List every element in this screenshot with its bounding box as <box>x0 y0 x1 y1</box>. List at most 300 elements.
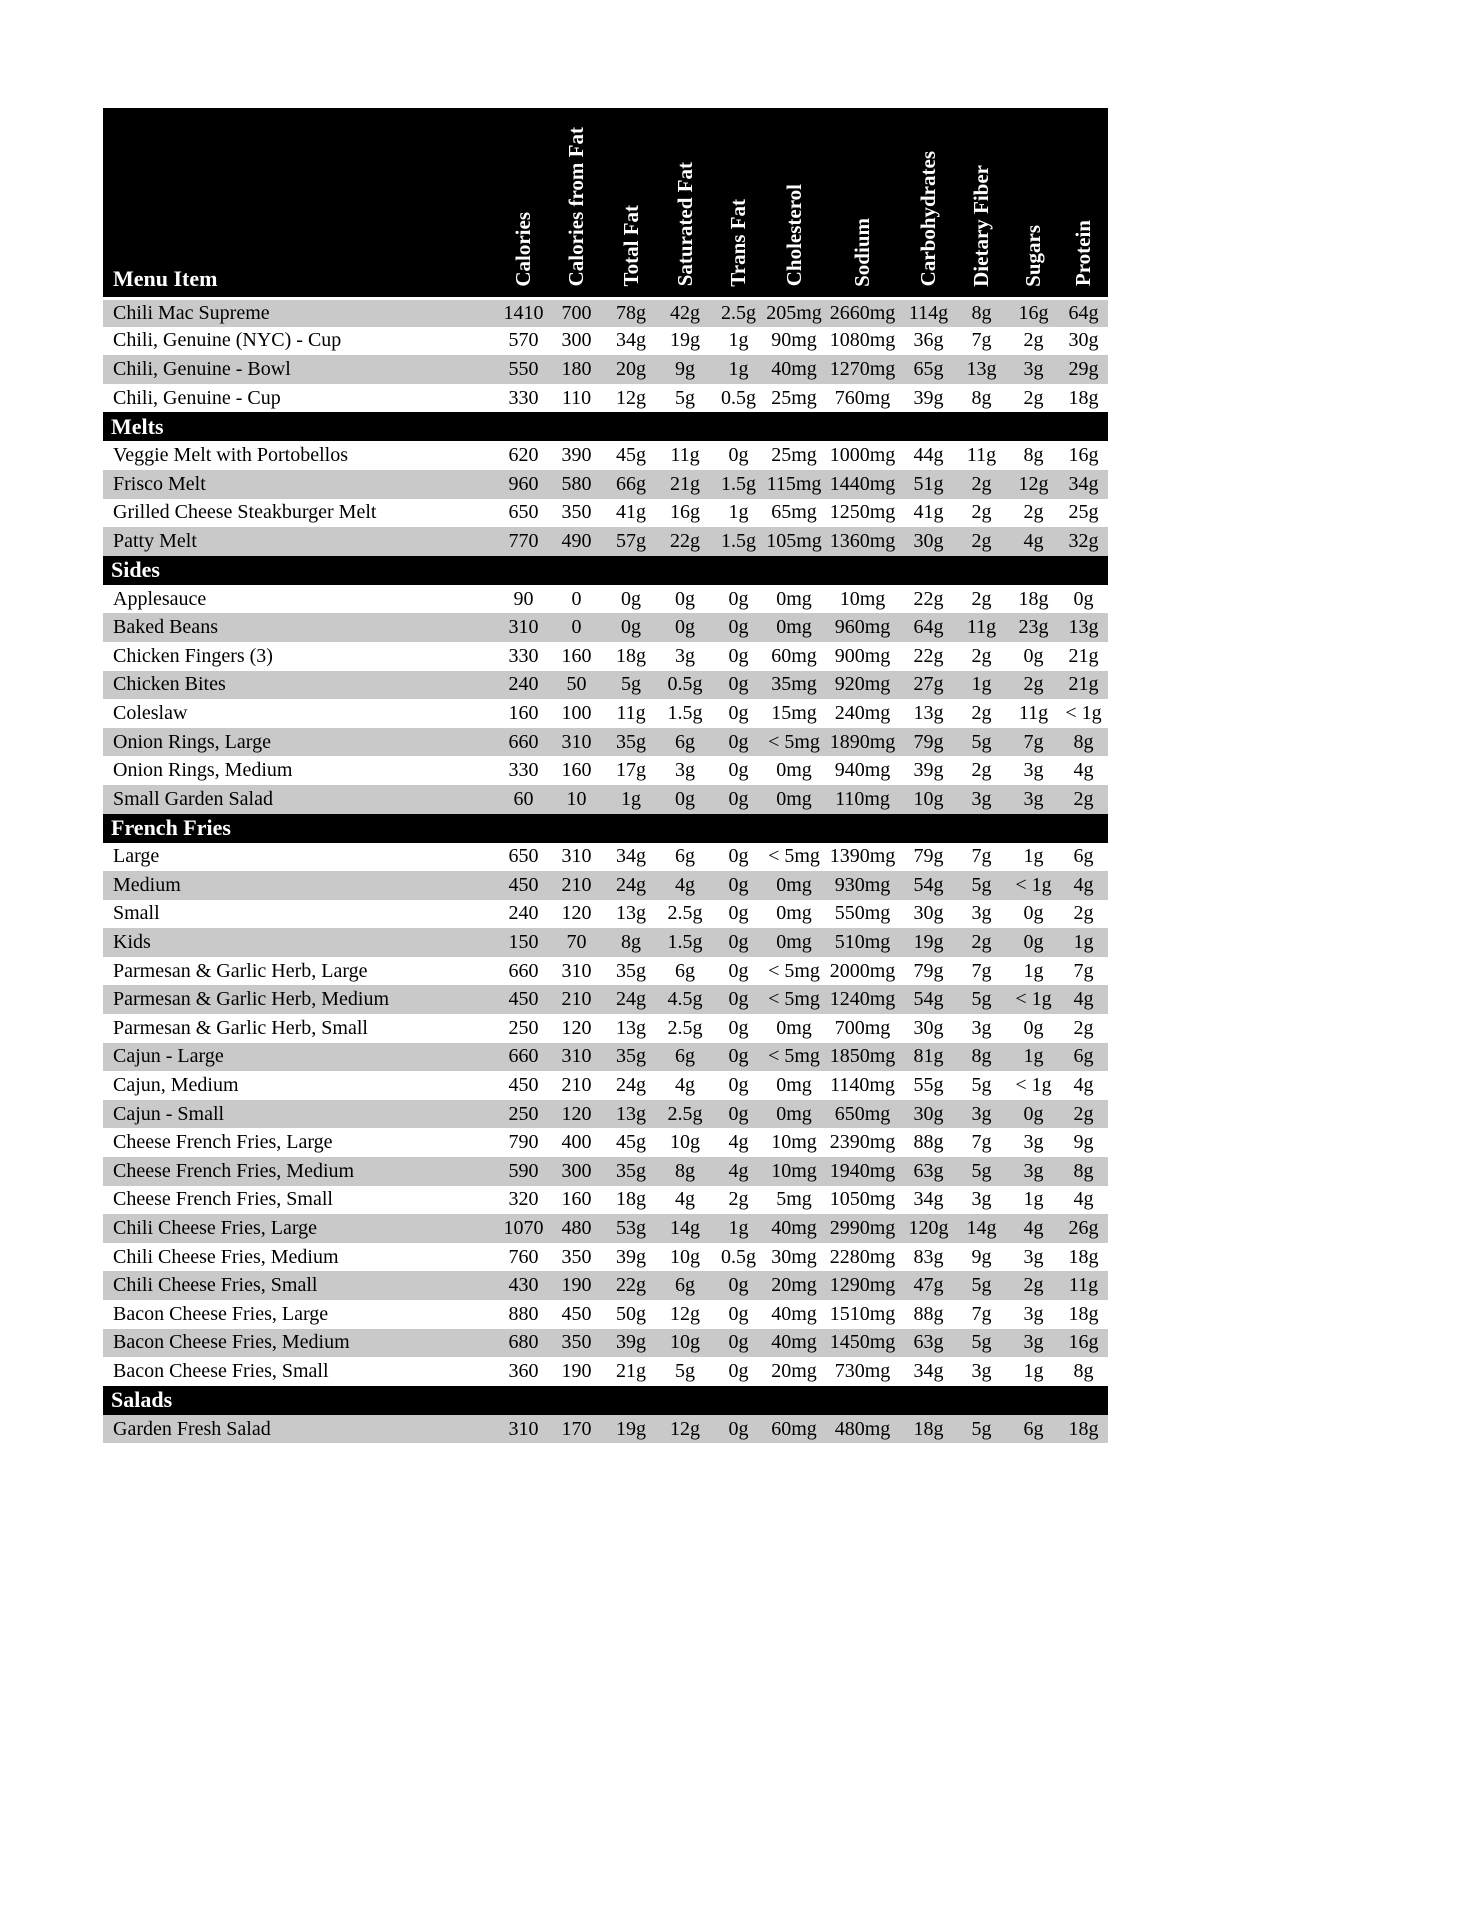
value-cell: 120 <box>549 1100 604 1129</box>
table-row <box>103 1186 1108 1215</box>
value-cell: 0g <box>1008 1014 1059 1043</box>
value-cell: 1.5g <box>658 699 712 728</box>
value-cell: < 1g <box>1008 871 1059 900</box>
value-cell: 2g <box>1059 900 1108 929</box>
value-cell: 1.5g <box>658 928 712 957</box>
value-cell: 7g <box>955 327 1008 356</box>
value-cell: 26g <box>1059 1214 1108 1243</box>
value-cell: 5g <box>955 871 1008 900</box>
menu-item-cell: Chili, Genuine - Cup <box>103 384 498 413</box>
menu-item-cell: Chili, Genuine (NYC) - Cup <box>103 327 498 356</box>
value-cell: 90 <box>498 585 549 614</box>
value-cell: 2280mg <box>823 1243 902 1272</box>
value-cell: 240 <box>498 671 549 700</box>
value-cell: 18g <box>1059 1243 1108 1272</box>
column-header-saturated-fat <box>658 108 712 298</box>
value-cell: 150 <box>498 928 549 957</box>
value-cell: 1g <box>712 327 765 356</box>
table-row <box>103 499 1108 528</box>
value-cell: 120 <box>549 1014 604 1043</box>
value-cell: 0mg <box>765 785 823 814</box>
value-cell: 5g <box>955 1415 1008 1444</box>
value-cell: 310 <box>498 613 549 642</box>
value-cell: 90mg <box>765 327 823 356</box>
menu-item-cell: Veggie Melt with Portobellos <box>103 441 498 470</box>
value-cell: 1g <box>1008 1043 1059 1072</box>
value-cell: 0mg <box>765 1071 823 1100</box>
value-cell: 35g <box>604 957 658 986</box>
value-cell: 3g <box>955 785 1008 814</box>
value-cell: 51g <box>902 470 955 499</box>
value-cell: 0g <box>658 785 712 814</box>
value-cell: 5g <box>955 1329 1008 1358</box>
column-header-label: Dietary Fiber <box>969 164 993 287</box>
table-row <box>103 843 1108 872</box>
column-header-label: Total Fat <box>618 205 643 287</box>
value-cell: 2990mg <box>823 1214 902 1243</box>
value-cell: 5g <box>955 1071 1008 1100</box>
value-cell: 10 <box>549 785 604 814</box>
value-cell: 310 <box>549 728 604 757</box>
value-cell: 3g <box>955 1357 1008 1386</box>
table-row <box>103 871 1108 900</box>
value-cell: 0g <box>1008 642 1059 671</box>
value-cell: 760mg <box>823 384 902 413</box>
value-cell: 13g <box>955 355 1008 384</box>
table-row <box>103 1043 1108 1072</box>
value-cell: 960mg <box>823 613 902 642</box>
value-cell: 1g <box>712 1214 765 1243</box>
table-row <box>103 699 1108 728</box>
column-header-sugars <box>1008 108 1059 298</box>
value-cell: 2.5g <box>658 1014 712 1043</box>
value-cell: 1g <box>1008 1186 1059 1215</box>
value-cell: 180 <box>549 355 604 384</box>
table-row <box>103 1128 1108 1157</box>
menu-item-cell: Large <box>103 843 498 872</box>
value-cell: 205mg <box>765 298 823 327</box>
value-cell: 1940mg <box>823 1157 902 1186</box>
menu-item-cell: Chicken Bites <box>103 671 498 700</box>
value-cell: 39g <box>902 384 955 413</box>
value-cell: 0g <box>712 900 765 929</box>
value-cell: 70 <box>549 928 604 957</box>
value-cell: 18g <box>902 1415 955 1444</box>
column-header-calories <box>498 108 549 298</box>
value-cell: 18g <box>604 642 658 671</box>
value-cell: 21g <box>604 1357 658 1386</box>
value-cell: 320 <box>498 1186 549 1215</box>
value-cell: 0g <box>712 985 765 1014</box>
menu-item-cell: Chicken Fingers (3) <box>103 642 498 671</box>
value-cell: 66g <box>604 470 658 499</box>
value-cell: 34g <box>902 1186 955 1215</box>
value-cell: 25mg <box>765 384 823 413</box>
value-cell: 1080mg <box>823 327 902 356</box>
value-cell: 50 <box>549 671 604 700</box>
value-cell: 24g <box>604 1071 658 1100</box>
value-cell: 2g <box>1008 1271 1059 1300</box>
value-cell: 18g <box>1059 384 1108 413</box>
menu-item-cell: Parmesan & Garlic Herb, Small <box>103 1014 498 1043</box>
value-cell: 41g <box>902 499 955 528</box>
value-cell: 760 <box>498 1243 549 1272</box>
table-row <box>103 642 1108 671</box>
value-cell: 3g <box>1008 756 1059 785</box>
value-cell: 1240mg <box>823 985 902 1014</box>
value-cell: 4g <box>658 1071 712 1100</box>
value-cell: 880 <box>498 1300 549 1329</box>
value-cell: 8g <box>955 1043 1008 1072</box>
value-cell: 0g <box>712 871 765 900</box>
value-cell: 580 <box>549 470 604 499</box>
value-cell: 550 <box>498 355 549 384</box>
value-cell: 620 <box>498 441 549 470</box>
column-header-label: Sodium <box>850 217 874 287</box>
value-cell: 42g <box>658 298 712 327</box>
value-cell: 1g <box>955 671 1008 700</box>
nutrition-table-wrap <box>103 108 1108 1443</box>
value-cell: 0 <box>549 613 604 642</box>
value-cell: 3g <box>1008 355 1059 384</box>
value-cell: 30g <box>902 1100 955 1129</box>
value-cell: 250 <box>498 1014 549 1043</box>
value-cell: 0.5g <box>712 1243 765 1272</box>
table-row <box>103 613 1108 642</box>
value-cell: 0g <box>712 1014 765 1043</box>
value-cell: 83g <box>902 1243 955 1272</box>
value-cell: 65mg <box>765 499 823 528</box>
value-cell: 0g <box>712 1329 765 1358</box>
value-cell: 4g <box>1059 1071 1108 1100</box>
menu-item-cell: Garden Fresh Salad <box>103 1415 498 1444</box>
value-cell: 6g <box>658 728 712 757</box>
value-cell: 110 <box>549 384 604 413</box>
value-cell: 6g <box>658 1271 712 1300</box>
value-cell: 11g <box>955 441 1008 470</box>
value-cell: 2g <box>955 585 1008 614</box>
value-cell: 2g <box>1059 785 1108 814</box>
value-cell: 30g <box>1059 327 1108 356</box>
value-cell: 9g <box>1059 1128 1108 1157</box>
value-cell: 120g <box>902 1214 955 1243</box>
value-cell: 730mg <box>823 1357 902 1386</box>
value-cell: 24g <box>604 871 658 900</box>
value-cell: 11g <box>1008 699 1059 728</box>
value-cell: 10g <box>902 785 955 814</box>
value-cell: 88g <box>902 1300 955 1329</box>
table-row <box>103 1357 1108 1386</box>
menu-item-cell: Chili Mac Supreme <box>103 298 498 327</box>
value-cell: 490 <box>549 527 604 556</box>
value-cell: 6g <box>658 957 712 986</box>
value-cell: 0g <box>712 957 765 986</box>
value-cell: 7g <box>1008 728 1059 757</box>
value-cell: 10g <box>658 1329 712 1358</box>
value-cell: 16g <box>1059 441 1108 470</box>
value-cell: 2g <box>1008 327 1059 356</box>
value-cell: 6g <box>658 1043 712 1072</box>
value-cell: 5g <box>955 1157 1008 1186</box>
value-cell: 23g <box>1008 613 1059 642</box>
value-cell: 1510mg <box>823 1300 902 1329</box>
table-row <box>103 1300 1108 1329</box>
value-cell: 0g <box>712 1357 765 1386</box>
value-cell: 310 <box>549 843 604 872</box>
table-row <box>103 1157 1108 1186</box>
value-cell: 9g <box>658 355 712 384</box>
value-cell: 19g <box>604 1415 658 1444</box>
menu-item-cell: Medium <box>103 871 498 900</box>
value-cell: 10mg <box>823 585 902 614</box>
header-row <box>103 108 1108 298</box>
table-row <box>103 1329 1108 1358</box>
column-header-protein <box>1059 108 1108 298</box>
menu-item-cell: Cajun - Large <box>103 1043 498 1072</box>
value-cell: 570 <box>498 327 549 356</box>
menu-item-cell: Bacon Cheese Fries, Large <box>103 1300 498 1329</box>
value-cell: 1.5g <box>712 470 765 499</box>
value-cell: 15mg <box>765 699 823 728</box>
value-cell: 60mg <box>765 642 823 671</box>
value-cell: 4g <box>1008 1214 1059 1243</box>
value-cell: 0g <box>712 1071 765 1100</box>
table-body <box>103 298 1108 1443</box>
value-cell: 450 <box>549 1300 604 1329</box>
menu-item-cell: Onion Rings, Large <box>103 728 498 757</box>
value-cell: 0g <box>712 1043 765 1072</box>
value-cell: 480 <box>549 1214 604 1243</box>
value-cell: 8g <box>604 928 658 957</box>
value-cell: 430 <box>498 1271 549 1300</box>
value-cell: 100 <box>549 699 604 728</box>
value-cell: 1250mg <box>823 499 902 528</box>
value-cell: 930mg <box>823 871 902 900</box>
value-cell: 60mg <box>765 1415 823 1444</box>
value-cell: 310 <box>498 1415 549 1444</box>
value-cell: 310 <box>549 957 604 986</box>
section-title: Sides <box>103 556 1108 585</box>
value-cell: 25mg <box>765 441 823 470</box>
section-title: Salads <box>103 1386 1108 1415</box>
value-cell: 5mg <box>765 1186 823 1215</box>
value-cell: 8g <box>1059 728 1108 757</box>
value-cell: 1g <box>1008 1357 1059 1386</box>
value-cell: 0 <box>549 585 604 614</box>
menu-item-cell: Parmesan & Garlic Herb, Large <box>103 957 498 986</box>
value-cell: 32g <box>1059 527 1108 556</box>
value-cell: 7g <box>955 1300 1008 1329</box>
value-cell: 660 <box>498 957 549 986</box>
menu-item-cell: Coleslaw <box>103 699 498 728</box>
value-cell: 0mg <box>765 1100 823 1129</box>
value-cell: 650 <box>498 499 549 528</box>
value-cell: 2g <box>955 527 1008 556</box>
value-cell: 0g <box>1008 900 1059 929</box>
table-row <box>103 900 1108 929</box>
value-cell: 3g <box>1008 1243 1059 1272</box>
value-cell: 1000mg <box>823 441 902 470</box>
value-cell: 54g <box>902 871 955 900</box>
value-cell: 35g <box>604 728 658 757</box>
value-cell: 7g <box>955 843 1008 872</box>
nutrition-table <box>103 108 1108 1443</box>
value-cell: 1290mg <box>823 1271 902 1300</box>
menu-item-cell: Cajun - Small <box>103 1100 498 1129</box>
value-cell: 400 <box>549 1128 604 1157</box>
value-cell: 1g <box>1059 928 1108 957</box>
value-cell: 30g <box>902 527 955 556</box>
value-cell: < 5mg <box>765 1043 823 1072</box>
value-cell: 35g <box>604 1043 658 1072</box>
value-cell: 190 <box>549 1271 604 1300</box>
value-cell: 18g <box>1008 585 1059 614</box>
value-cell: 2g <box>955 642 1008 671</box>
value-cell: 8g <box>1059 1357 1108 1386</box>
value-cell: 8g <box>955 298 1008 327</box>
value-cell: 25g <box>1059 499 1108 528</box>
section-header-row <box>103 1386 1108 1415</box>
menu-item-cell: Chili Cheese Fries, Small <box>103 1271 498 1300</box>
value-cell: 0g <box>712 728 765 757</box>
menu-item-cell: Grilled Cheese Steakburger Melt <box>103 499 498 528</box>
value-cell: 4g <box>1008 527 1059 556</box>
value-cell: < 1g <box>1008 985 1059 1014</box>
value-cell: 0g <box>712 1415 765 1444</box>
value-cell: 0g <box>604 585 658 614</box>
value-cell: 7g <box>955 1128 1008 1157</box>
value-cell: 12g <box>604 384 658 413</box>
value-cell: 53g <box>604 1214 658 1243</box>
value-cell: 20g <box>604 355 658 384</box>
value-cell: 3g <box>955 1014 1008 1043</box>
value-cell: 170 <box>549 1415 604 1444</box>
value-cell: 36g <box>902 327 955 356</box>
value-cell: 17g <box>604 756 658 785</box>
table-row <box>103 327 1108 356</box>
column-header-label: Cholesterol <box>781 184 806 287</box>
value-cell: 680 <box>498 1329 549 1358</box>
value-cell: 114g <box>902 298 955 327</box>
value-cell: 0mg <box>765 928 823 957</box>
value-cell: 6g <box>658 843 712 872</box>
value-cell: 330 <box>498 642 549 671</box>
table-row <box>103 785 1108 814</box>
value-cell: 940mg <box>823 756 902 785</box>
value-cell: 78g <box>604 298 658 327</box>
value-cell: 700 <box>549 298 604 327</box>
value-cell: 63g <box>902 1329 955 1358</box>
table-row <box>103 957 1108 986</box>
value-cell: < 1g <box>1008 1071 1059 1100</box>
value-cell: 790 <box>498 1128 549 1157</box>
value-cell: 120 <box>549 900 604 929</box>
column-header-calories-from-fat <box>549 108 604 298</box>
value-cell: 0g <box>712 756 765 785</box>
value-cell: 660 <box>498 728 549 757</box>
value-cell: 54g <box>902 985 955 1014</box>
menu-item-cell: Cajun, Medium <box>103 1071 498 1100</box>
value-cell: 1g <box>1008 843 1059 872</box>
value-cell: 0g <box>712 642 765 671</box>
value-cell: 210 <box>549 1071 604 1100</box>
value-cell: 13g <box>1059 613 1108 642</box>
value-cell: 350 <box>549 499 604 528</box>
value-cell: 3g <box>1008 1300 1059 1329</box>
value-cell: 0g <box>1008 1100 1059 1129</box>
value-cell: 390 <box>549 441 604 470</box>
value-cell: 35mg <box>765 671 823 700</box>
value-cell: 0g <box>712 1300 765 1329</box>
value-cell: 13g <box>902 699 955 728</box>
value-cell: 16g <box>1059 1329 1108 1358</box>
value-cell: 3g <box>955 1186 1008 1215</box>
value-cell: 39g <box>902 756 955 785</box>
value-cell: 7g <box>955 957 1008 986</box>
value-cell: 11g <box>1059 1271 1108 1300</box>
value-cell: 2000mg <box>823 957 902 986</box>
column-header-carbohydrates <box>902 108 955 298</box>
value-cell: 650mg <box>823 1100 902 1129</box>
table-row <box>103 441 1108 470</box>
value-cell: 0mg <box>765 613 823 642</box>
value-cell: 11g <box>658 441 712 470</box>
value-cell: 2g <box>955 756 1008 785</box>
value-cell: 24g <box>604 985 658 1014</box>
value-cell: < 5mg <box>765 728 823 757</box>
value-cell: 34g <box>902 1357 955 1386</box>
value-cell: 650 <box>498 843 549 872</box>
value-cell: 39g <box>604 1243 658 1272</box>
section-title: Melts <box>103 412 1108 441</box>
value-cell: 2390mg <box>823 1128 902 1157</box>
value-cell: 1410 <box>498 298 549 327</box>
value-cell: 330 <box>498 384 549 413</box>
column-header-total-fat <box>604 108 658 298</box>
value-cell: 41g <box>604 499 658 528</box>
value-cell: 40mg <box>765 1329 823 1358</box>
value-cell: 5g <box>604 671 658 700</box>
value-cell: 160 <box>498 699 549 728</box>
value-cell: 1450mg <box>823 1329 902 1358</box>
value-cell: 5g <box>658 1357 712 1386</box>
value-cell: 0g <box>712 613 765 642</box>
value-cell: 5g <box>658 384 712 413</box>
value-cell: 590 <box>498 1157 549 1186</box>
value-cell: 210 <box>549 871 604 900</box>
value-cell: 1850mg <box>823 1043 902 1072</box>
value-cell: 22g <box>604 1271 658 1300</box>
value-cell: 40mg <box>765 1300 823 1329</box>
table-row <box>103 1100 1108 1129</box>
value-cell: 0.5g <box>712 384 765 413</box>
section-header-row <box>103 412 1108 441</box>
table-row <box>103 1243 1108 1272</box>
value-cell: 160 <box>549 1186 604 1215</box>
menu-item-cell: Bacon Cheese Fries, Small <box>103 1357 498 1386</box>
value-cell: 3g <box>955 1100 1008 1129</box>
menu-item-cell: Cheese French Fries, Small <box>103 1186 498 1215</box>
table-row <box>103 1214 1108 1243</box>
value-cell: 3g <box>955 900 1008 929</box>
value-cell: 1050mg <box>823 1186 902 1215</box>
column-header-label: Sugars <box>1021 224 1045 287</box>
value-cell: 81g <box>902 1043 955 1072</box>
value-cell: 30g <box>902 900 955 929</box>
value-cell: 480mg <box>823 1415 902 1444</box>
value-cell: 13g <box>604 900 658 929</box>
value-cell: 240mg <box>823 699 902 728</box>
